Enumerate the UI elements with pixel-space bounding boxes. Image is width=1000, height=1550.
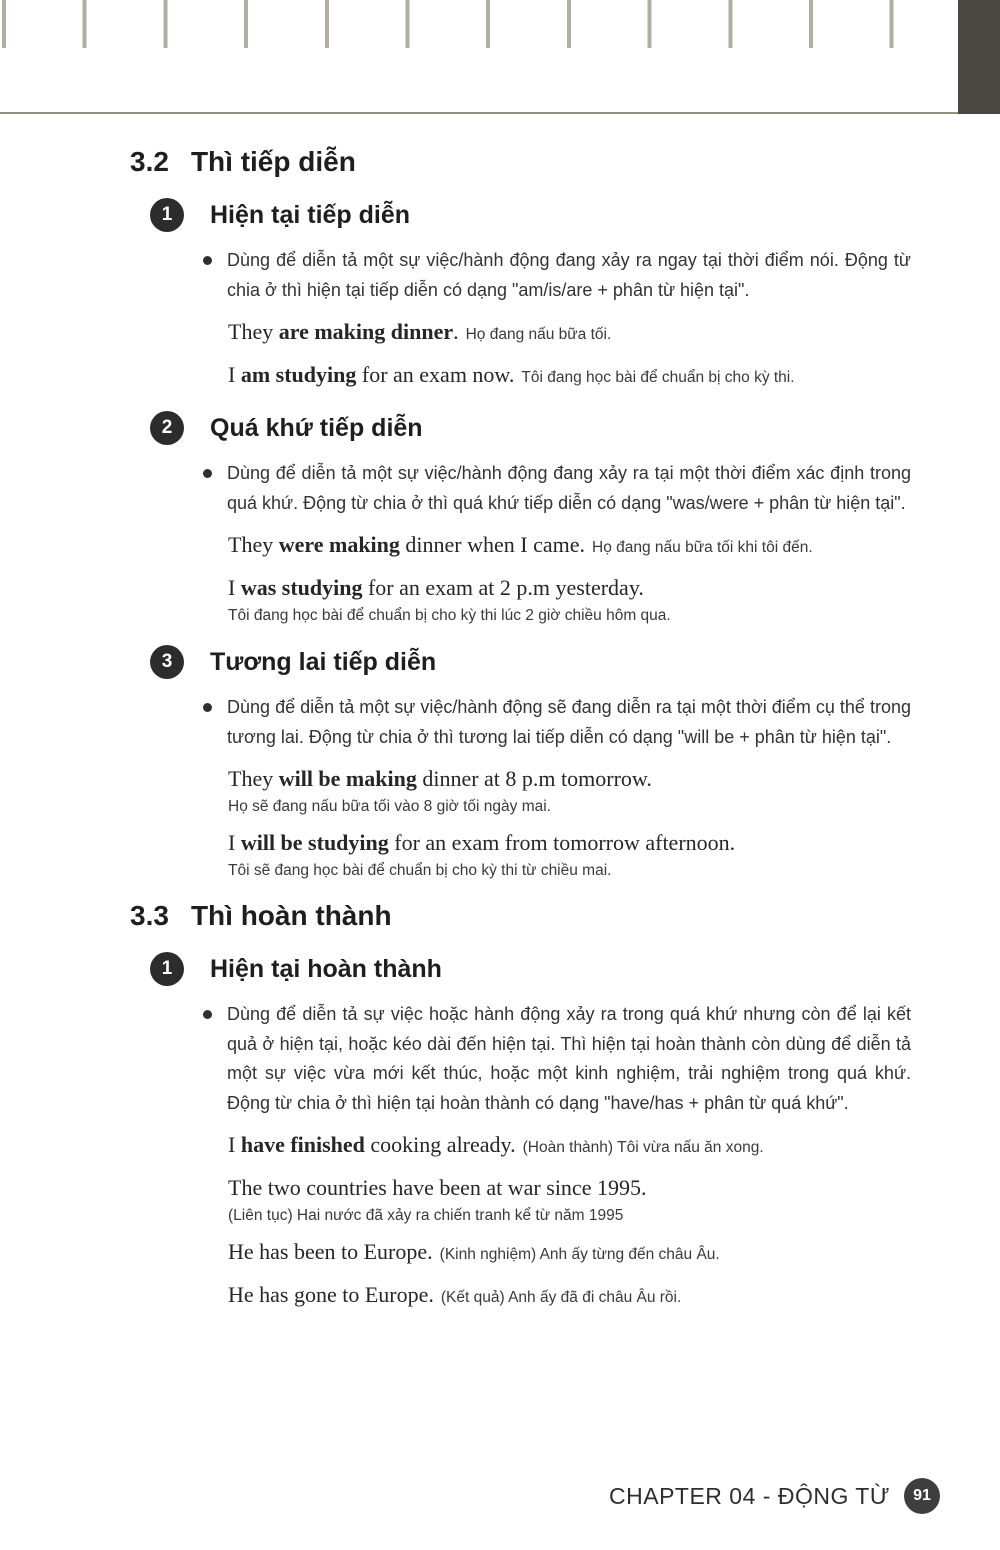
example-sentence xyxy=(228,1237,930,1270)
example-text-segment: They xyxy=(228,532,279,557)
example-sentence xyxy=(228,360,930,393)
example-text-segment: am studying xyxy=(240,362,357,387)
item-number-badge: 1 xyxy=(150,198,184,232)
example-text-segment: were making xyxy=(278,532,400,557)
example-translation: (Liên tục) Hai nước đã xảy ra chiến tranh kể từ năm 1995 xyxy=(228,1207,624,1224)
page-content xyxy=(130,146,930,1331)
bullet-icon xyxy=(203,469,212,478)
bullet-icon xyxy=(203,1010,212,1019)
example-text-segment: I xyxy=(228,362,241,387)
item-heading-row xyxy=(150,645,930,679)
header-rule xyxy=(0,112,1000,114)
item-heading: Quá khứ tiếp diễn xyxy=(210,413,423,442)
example-text-segment: will be making xyxy=(278,766,417,791)
chapter-label: CHAPTER 04 - ĐỘNG TỪ xyxy=(609,1482,890,1509)
example-text-segment: are making dinner xyxy=(278,319,454,344)
page-footer xyxy=(609,1478,940,1514)
example-translation: Họ đang nấu bữa tối. xyxy=(465,326,612,343)
definition-row xyxy=(203,246,930,305)
example-translation: Họ sẽ đang nấu bữa tối vào 8 giờ tối ngày mai. xyxy=(228,798,551,815)
example-sentence xyxy=(228,317,930,350)
example-text-segment: I xyxy=(228,830,241,855)
example-text-segment: dinner when I came. xyxy=(399,532,585,557)
definition-text: Dùng để diễn tả một sự việc/hành động sẽ đang diễn ra tại một thời điểm cụ thể trong tương lai. Động từ chia ở thì tương lai tiếp diễn có dạng "will be + phân từ hiện tại". xyxy=(227,697,911,747)
example-sentence xyxy=(228,1280,930,1313)
tense-item xyxy=(130,645,930,882)
section-heading xyxy=(130,146,930,178)
example-text-segment: have finished xyxy=(240,1132,365,1157)
item-number-badge: 2 xyxy=(150,411,184,445)
example-text-segment: for an exam now. xyxy=(356,362,515,387)
item-number-badge: 1 xyxy=(150,952,184,986)
example-translation: Tôi đang học bài để chuẩn bị cho kỳ thi lúc 2 giờ chiều hôm qua. xyxy=(228,607,671,624)
example-translation: Tôi sẽ đang học bài để chuẩn bị cho kỳ thi từ chiều mai. xyxy=(228,862,612,879)
example-sentence xyxy=(228,1173,930,1227)
definition-text: Dùng để diễn tả một sự việc/hành động đang xảy ra ngay tại thời điểm nói. Động từ chia ở thì hiện tại tiếp diễn có dạng "am/is/are + phân từ hiện tại". xyxy=(227,250,911,300)
page-number-badge: 91 xyxy=(904,1478,940,1514)
tense-item xyxy=(130,411,930,627)
example-translation: (Kinh nghiệm) Anh ấy từng đến châu Âu. xyxy=(439,1246,720,1263)
example-text-segment: cooking already. xyxy=(364,1132,516,1157)
item-heading-row xyxy=(150,952,930,986)
item-heading: Tương lai tiếp diễn xyxy=(210,647,437,676)
example-text-segment: for an exam at 2 p.m yesterday. xyxy=(362,575,644,600)
example-sentence xyxy=(228,828,930,882)
bullet-icon xyxy=(203,703,212,712)
item-number-badge: 3 xyxy=(150,645,184,679)
example-sentence xyxy=(228,530,930,563)
section-3.3 xyxy=(130,900,930,1313)
section-3.2 xyxy=(130,146,930,882)
example-text-segment: They xyxy=(228,766,279,791)
example-translation: Họ đang nấu bữa tối khi tôi đến. xyxy=(592,539,813,556)
section-heading xyxy=(130,900,930,932)
example-sentence xyxy=(228,764,930,818)
example-text-segment: was studying xyxy=(240,575,363,600)
section-title: Thì hoàn thành xyxy=(190,900,392,931)
item-heading: Hiện tại tiếp diễn xyxy=(210,200,411,229)
section-number: 3.2 xyxy=(130,146,169,177)
item-heading: Hiện tại hoàn thành xyxy=(210,954,442,983)
page-corner-bar xyxy=(958,0,1000,114)
example-translation: (Hoàn thành) Tôi vừa nấu ăn xong. xyxy=(522,1139,764,1156)
example-text-segment: . xyxy=(453,319,459,344)
tense-item xyxy=(130,952,930,1313)
example-text-segment: The two countries have been at war since 1995. xyxy=(228,1175,647,1200)
example-text-segment: for an exam from tomorrow afternoon. xyxy=(388,830,736,855)
definition-row xyxy=(203,459,930,518)
example-text-segment: will be studying xyxy=(240,830,389,855)
example-text-segment: He has been to Europe. xyxy=(228,1239,433,1264)
binding-marks xyxy=(2,0,956,48)
example-text-segment: I xyxy=(228,1132,241,1157)
example-text-segment: I xyxy=(228,575,241,600)
tense-item xyxy=(130,198,930,393)
example-text-segment: They xyxy=(228,319,279,344)
definition-row xyxy=(203,1000,930,1118)
section-title: Thì tiếp diễn xyxy=(190,146,356,177)
definition-row xyxy=(203,693,930,752)
example-sentence xyxy=(228,573,930,627)
item-heading-row xyxy=(150,411,930,445)
example-translation: (Kết quả) Anh ấy đã đi châu Âu rồi. xyxy=(440,1289,682,1306)
example-sentence xyxy=(228,1130,930,1163)
example-text-segment: dinner at 8 p.m tomorrow. xyxy=(416,766,652,791)
example-text-segment: He has gone to Europe. xyxy=(228,1282,434,1307)
bullet-icon xyxy=(203,256,212,265)
item-heading-row xyxy=(150,198,930,232)
section-number: 3.3 xyxy=(130,900,169,931)
example-translation: Tôi đang học bài để chuẩn bị cho kỳ thi. xyxy=(521,369,795,386)
definition-text: Dùng để diễn tả sự việc hoặc hành động xảy ra trong quá khứ nhưng còn để lại kết quả ở hiện tại, hoặc kéo dài đến hiện tại. Thì hiện tại hoàn thành còn dùng để diễn tả một sự việc vừa mới kết thúc, hoặc một kinh nghiệm, trải nghiệm trong quá khứ. Động từ chia ở thì hiện tại hoàn thành có dạng "have/has + phân từ quá khứ". xyxy=(227,1004,911,1113)
definition-text: Dùng để diễn tả một sự việc/hành động đang xảy ra tại một thời điểm xác định trong quá khứ. Động từ chia ở thì quá khứ tiếp diễn có dạng "was/were + phân từ hiện tại". xyxy=(227,463,911,513)
